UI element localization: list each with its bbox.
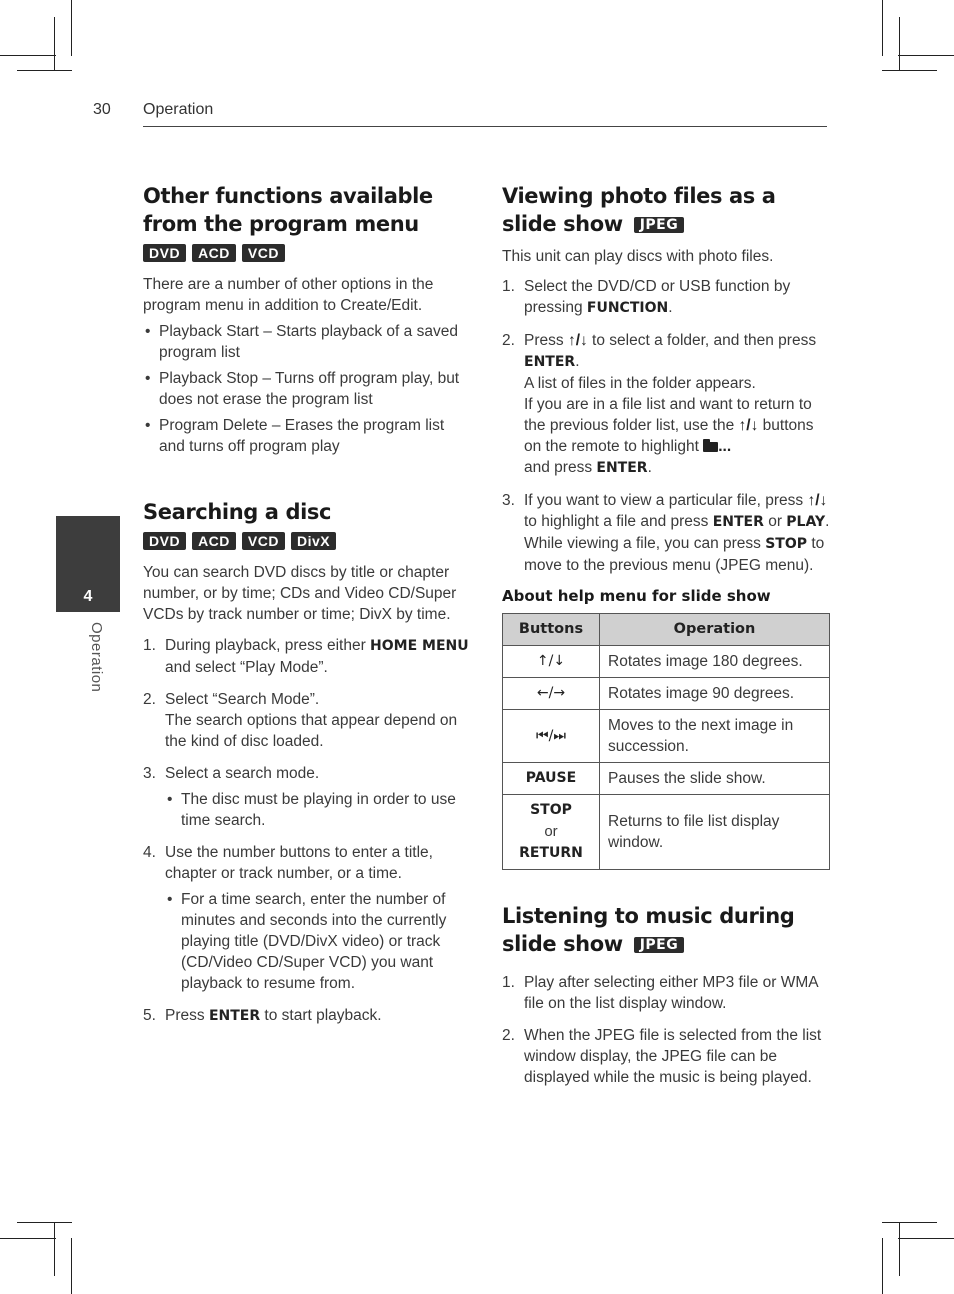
table-cell: Rotates image 90 degrees. (600, 678, 830, 710)
page-number: 30 (93, 101, 111, 118)
left-column (143, 182, 473, 1038)
section-title-music-slide-show: Listening to music during slide show JPEG (502, 904, 795, 956)
header-rule (143, 126, 827, 127)
column-header: Operation (600, 614, 830, 646)
up-down-arrow-icon: ↑/↓ (738, 417, 759, 434)
help-menu-table (502, 613, 830, 870)
table-row (503, 678, 830, 710)
music-steps (502, 972, 830, 1088)
badge-vcd: VCD (242, 244, 285, 262)
step-1: 1. Play after selecting either MP3 file or WMA file on the list display window. (502, 974, 818, 1012)
list-item: • Playback Start – Starts playback of a saved program list (143, 321, 473, 363)
step-4: 4. Use the number buttons to enter a title, chapter or track number, or a time. • For a time search, enter the number of minutes and seconds into the currently playing title (DVD/DivX video) or track (CD/Video CD/Super VCD) you want playback to resume from. (143, 842, 473, 994)
table-row (503, 763, 830, 795)
table-cell: STOP or RETURN (503, 795, 600, 870)
table-row (503, 795, 830, 870)
search-intro: You can search DVD discs by title or chapter number, or by time; CDs and Video CD/Super VCDs by track number or time; DivX by time. (143, 564, 457, 623)
step-2: 2. When the JPEG file is selected from the list window display, the JPEG file can be displayed while the music is being played. (502, 1027, 822, 1086)
badge-dvd: DVD (143, 532, 186, 550)
disc-badges (143, 532, 473, 550)
table-cell: Moves to the next image in succession. (600, 710, 830, 763)
badge-acd: ACD (192, 244, 236, 262)
list-item: • Program Delete – Erases the program list and turns off program play (143, 415, 473, 457)
chapter-number: 4 (83, 588, 93, 605)
step-2: 2. Select “Search Mode”. The search options that appear depend on the kind of disc loaded. (143, 691, 458, 750)
search-steps (143, 635, 473, 1027)
table-cell: PAUSE (503, 763, 600, 795)
help-menu-heading: About help menu for slide show (502, 587, 771, 605)
table-row (503, 710, 830, 763)
right-column (502, 182, 830, 1099)
table-cell: Returns to file list display window. (600, 795, 830, 870)
table-row (503, 646, 830, 678)
section-title-slide-show: Viewing photo files as a slide show JPEG (502, 184, 776, 236)
disc-badges (143, 244, 473, 262)
list-item: • Playback Stop – Turns off program play, but does not erase the program list (143, 368, 473, 410)
folder-icon (703, 442, 718, 452)
table-header-row (503, 614, 830, 646)
step-3: 3. If you want to view a particular file, press ↑/↓ to highlight a file and press ENTER or PLAY. While viewing a file, you can press STOP to move to the previous menu (JPEG menu). (502, 492, 830, 574)
badge-divx: DivX (291, 532, 336, 550)
table-cell: Pauses the slide show. (600, 763, 830, 795)
table-cell: Rotates image 180 degrees. (600, 646, 830, 678)
slide-show-intro: This unit can play discs with photo files. (502, 248, 774, 265)
badge-vcd: VCD (242, 532, 285, 550)
badge-jpeg: JPEG (634, 217, 685, 233)
step-1: 1. During playback, press either HOME MENU and select “Play Mode”. (143, 637, 469, 676)
step-3: 3. Select a search mode. • The disc must be playing in order to use time search. (143, 763, 473, 831)
badge-jpeg: JPEG (634, 937, 685, 953)
up-down-arrow-icon: ↑/↓ (503, 646, 600, 678)
step-1: 1. Select the DVD/CD or USB function by pressing FUNCTION. (502, 278, 791, 316)
badge-acd: ACD (192, 532, 236, 550)
skip-prev-next-icon: ⏮/⏭ (503, 710, 600, 763)
running-header: Operation (143, 101, 214, 118)
list-item: • For a time search, enter the number of minutes and seconds into the currently playing title (DVD/DivX video) or track (CD/Video CD/Super VCD) you want playback to resume from. (165, 889, 473, 994)
left-right-arrow-icon: ←/→ (503, 678, 600, 710)
chapter-tab (56, 516, 120, 612)
column-header: Buttons (503, 614, 600, 646)
slide-show-steps (502, 276, 830, 576)
up-down-arrow-icon: ↑/↓ (567, 332, 588, 349)
section-title-searching: Searching a disc (143, 500, 332, 524)
list-item: • The disc must be playing in order to use time search. (165, 789, 473, 831)
program-menu-options (143, 321, 473, 457)
up-down-arrow-icon: ↑/↓ (807, 492, 828, 509)
step-5: 5. Press ENTER to start playback. (143, 1007, 382, 1024)
step-2: 2. Press ↑/↓ to select a folder, and then press ENTER. A list of files in the folder appears. If you are in a file list and want to return to the previous folder list, use the ↑/↓ buttons on the remote to highlight ... and press ENTER. (502, 332, 817, 476)
badge-dvd: DVD (143, 244, 186, 262)
chapter-label: Operation (88, 622, 105, 693)
program-menu-intro: There are a number of other options in the program menu in addition to Create/Edit. (143, 276, 434, 314)
section-title-program-menu: Other functions available from the program menu (143, 184, 433, 236)
